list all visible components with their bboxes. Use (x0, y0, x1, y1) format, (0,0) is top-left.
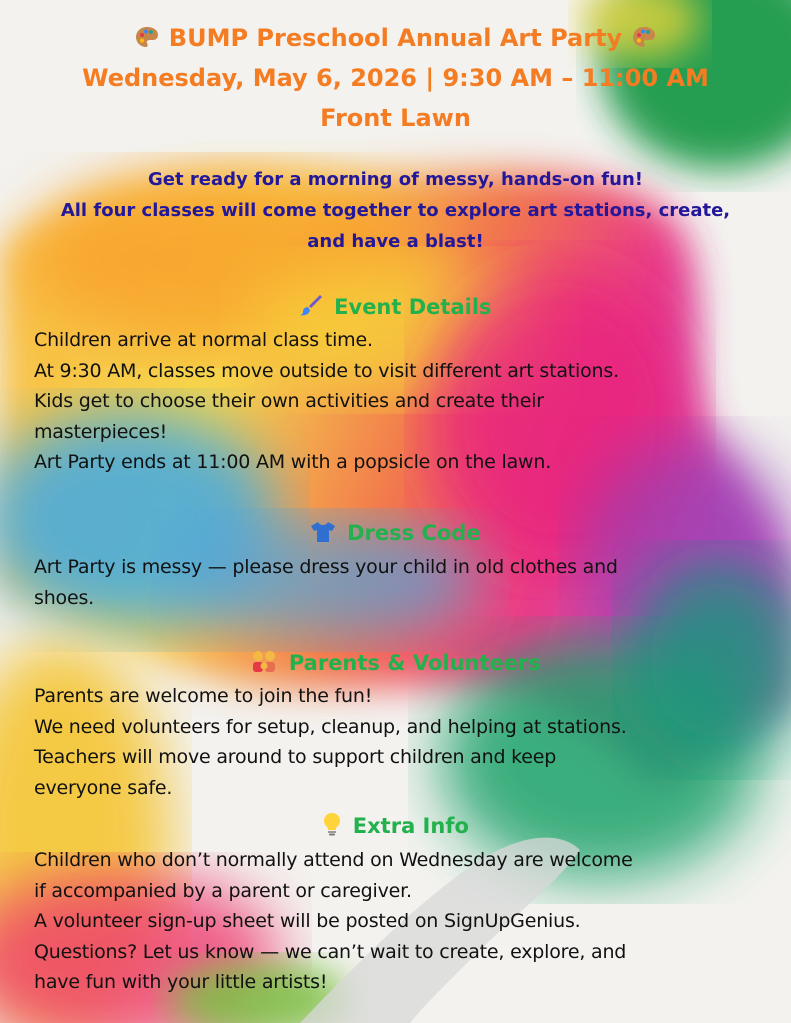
section-body-parents-volunteers (34, 681, 764, 803)
section-title-text: Parents & Volunteers (288, 651, 541, 675)
tshirt-icon (310, 521, 343, 545)
body-line: Art Party ends at 11:00 AM with a popsicle on the lawn. (34, 451, 552, 473)
paintbrush-icon (299, 295, 330, 319)
body-line: Teachers will move around to support children and keep (34, 746, 557, 768)
intro-text (20, 164, 771, 257)
body-line: Children arrive at normal class time. (34, 329, 373, 351)
intro-line: and have a blast! (307, 231, 484, 252)
body-line: We need volunteers for setup, cleanup, and helping at stations. (34, 715, 627, 738)
body-line: everyone safe. (34, 776, 173, 799)
body-line: if accompanied by a parent or caregiver. (34, 879, 412, 902)
section-title-event-details (0, 292, 791, 322)
section-body-event-details (34, 325, 764, 478)
section-body-dress-code (34, 552, 764, 613)
section-title-text: Dress Code (347, 521, 481, 545)
body-line: Kids get to choose their own activities and create their (34, 390, 544, 412)
palette-icon (134, 24, 168, 52)
section-title-extra-info (0, 811, 791, 841)
body-line: masterpieces! (34, 420, 168, 443)
event-location: Front Lawn (320, 104, 471, 132)
section-title-text: Extra Info (352, 814, 469, 838)
section-title-text: Event Details (334, 295, 492, 319)
body-line: A volunteer sign-up sheet will be posted on SignUpGenius. (34, 910, 581, 932)
section-title-dress-code (0, 518, 791, 548)
section-body-extra-info (34, 845, 764, 998)
body-line: Questions? Let us know — we can’t wait to create, explore, and (34, 940, 627, 963)
body-line: have fun with your little artists! (34, 971, 328, 993)
section-title-parents-volunteers (0, 648, 791, 678)
event-title-line (0, 18, 791, 58)
event-datetime: Wednesday, May 6, 2026 | 9:30 AM – 11:00 AM (82, 64, 709, 92)
intro-line: All four classes will come together to explore art stations, create, (60, 200, 731, 221)
event-title: BUMP Preschool Annual Art Party (168, 24, 623, 52)
family-icon (250, 651, 285, 675)
intro-line: Get ready for a morning of messy, hands-on fun! (148, 169, 643, 190)
lightbulb-icon (322, 814, 349, 838)
body-line: Children who don’t normally attend on Wednesday are welcome (34, 849, 633, 871)
palette-icon (631, 24, 657, 52)
body-line: At 9:30 AM, classes move outside to visit different art stations. (34, 359, 619, 382)
body-line: shoes. (34, 586, 94, 609)
body-line: Parents are welcome to join the fun! (34, 685, 373, 707)
body-line: Art Party is messy — please dress your child in old clothes and (34, 556, 618, 578)
event-header (0, 18, 791, 138)
